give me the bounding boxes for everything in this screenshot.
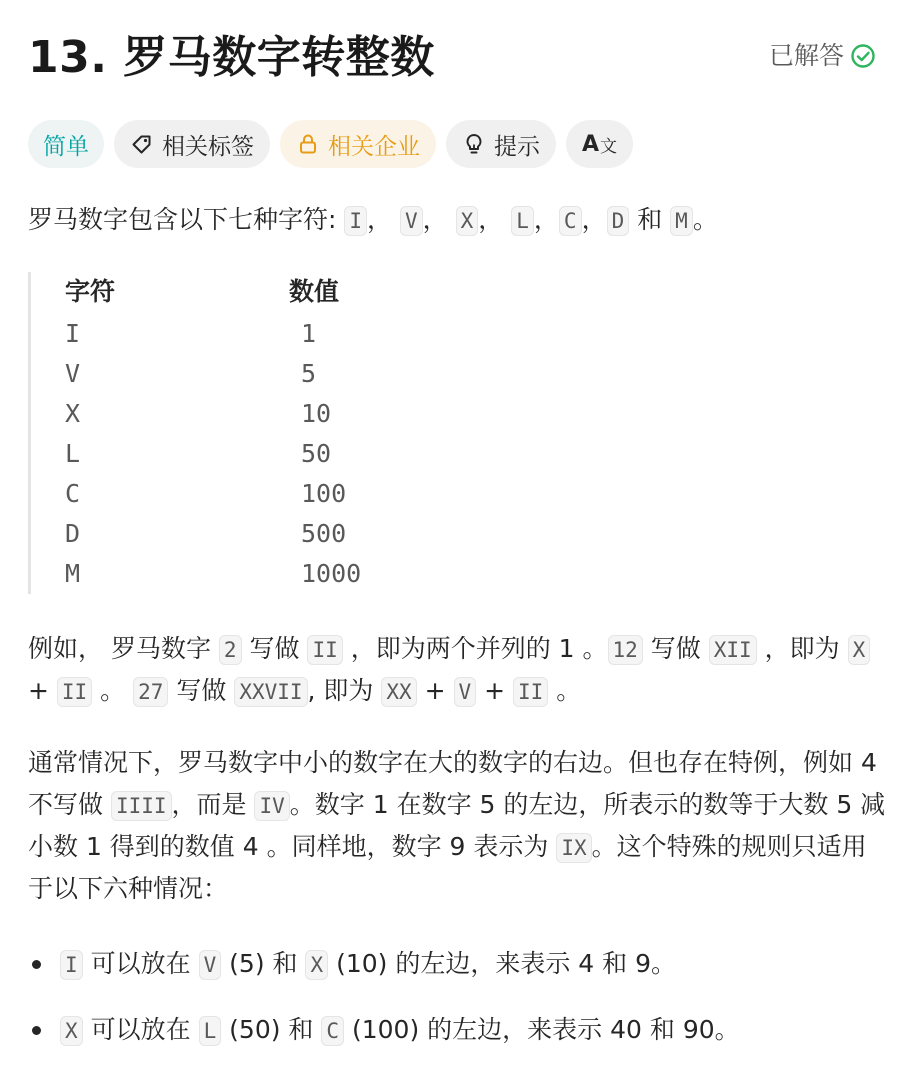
- symbol-code: X: [456, 206, 479, 236]
- problem-title[interactable]: 13. 罗马数字转整数: [28, 32, 435, 83]
- rule-list: [28, 942, 888, 1074]
- table-row: D 500: [65, 519, 347, 548]
- lock-icon: [296, 132, 320, 156]
- difficulty-label: 简单: [43, 133, 89, 160]
- rule-paragraph: 通常情况下，罗马数字中小的数字在大的数字的右边。但也存在特例，例如 4 不写做 IIII ，而是 IV 。数字 1 在数字 5 的左边，所表示的数等于大数 5 减小数 1 得到的数值 4 。同样地，数字 9 表示为 IX 。这个特殊的规则只适用于以下六种情况：: [28, 748, 886, 903]
- solved-label: 已解答: [768, 41, 844, 70]
- symbol-code: M: [670, 206, 693, 236]
- solved-status: [769, 40, 876, 72]
- symbol-code: L: [511, 206, 534, 236]
- hint-label: 提示: [494, 133, 540, 160]
- header-symbol: 字符: [65, 277, 116, 306]
- translate-button[interactable]: [566, 120, 633, 168]
- translate-icon: A 文: [582, 131, 618, 157]
- symbol-code: D: [607, 206, 630, 236]
- intro-paragraph: 罗马数字包含以下七种字符: I ， V ， X ， L ， C ， D 和 M 。: [28, 205, 718, 234]
- related-topics-button[interactable]: [114, 120, 270, 168]
- related-topics-label: 相关标签: [162, 133, 254, 160]
- symbol-code: I: [344, 206, 367, 236]
- title-row: [28, 28, 878, 88]
- table-row: C 100: [65, 479, 347, 508]
- symbol-code: C: [559, 206, 582, 236]
- symbol-value-table: [28, 272, 531, 594]
- table-row: X 10: [65, 399, 332, 428]
- table-header: [65, 274, 340, 310]
- table-row: V 5: [65, 359, 317, 388]
- lightbulb-icon: [462, 132, 486, 156]
- symbol-code: V: [400, 206, 423, 236]
- list-item: I 可以放在 V (5) 和 X (10) 的左边，来表示 4 和 9。: [28, 942, 888, 986]
- difficulty-badge[interactable]: [28, 120, 104, 168]
- table-row: I 1: [65, 319, 317, 348]
- related-companies-button[interactable]: [280, 120, 436, 168]
- tag-icon: [130, 132, 154, 156]
- table-row: L 50: [65, 439, 332, 468]
- header-value: 数值: [289, 277, 340, 306]
- related-companies-label: 相关企业: [328, 133, 420, 160]
- tag-bar: [28, 120, 633, 168]
- table-row: M 1000: [65, 559, 362, 588]
- example-paragraph: 例如， 罗马数字 2 写做 II ，即为两个并列的 1 。 12 写做 XII ，即为 X + II 。 27 写做 XXVII , 即为 XX + V + II 。: [28, 628, 888, 712]
- intro-line: [28, 200, 888, 240]
- hint-button[interactable]: [446, 120, 556, 168]
- check-circle-icon: [850, 43, 876, 69]
- list-item: X 可以放在 L (50) 和 C (100) 的左边，来表示 40 和 90。: [28, 1008, 888, 1052]
